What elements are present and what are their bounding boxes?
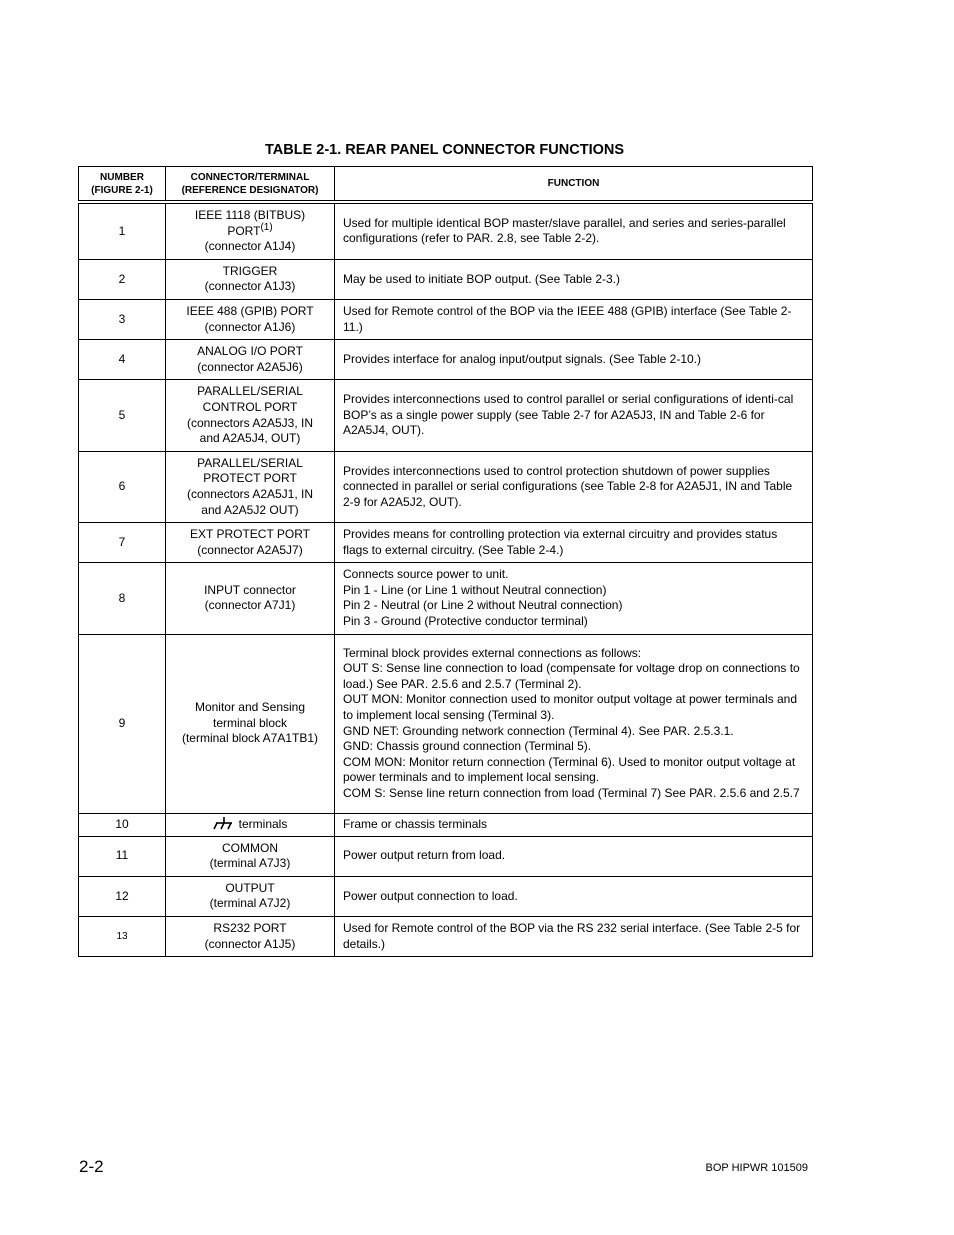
function-text: Pin 1 - Line (or Line 1 without Neutral connection) [343,582,607,597]
row-function [335,202,813,259]
document-id: BOP HIPWR 101509 [705,1162,808,1174]
table-row [79,813,813,836]
function-text: Connects source power to unit. [343,567,509,582]
connector-functions-table [78,166,813,957]
row-number: 8 [79,563,166,634]
row-number: 9 [79,634,166,813]
connector-line: (connectors A2A5J1, IN [186,486,314,501]
table-row [79,380,813,451]
row-connector [166,451,335,522]
connector-line: INPUT connector [204,582,296,597]
row-connector [166,299,335,339]
connector-line: IEEE 1118 (BITBUS) PORT [194,208,306,238]
function-text: Provides interconnections used to control protection shutdown of power supplies connected in parallel or serial configurations (see Table 2-8 for A2A5J1, IN and Table 2-9 for A2A5J2, OUT). [343,463,793,509]
connector-line: PARALLEL/SERIAL [197,455,303,470]
function-text: COM S: Sense line return connection from load (Terminal 7) See PAR. 2.5.6 and 2.5.7 [343,786,800,801]
connector-line: OUTPUT [225,880,275,895]
row-function [335,876,813,916]
function-text: GND NET: Grounding network connection (Terminal 4). See PAR. 2.5.3.1. [343,723,734,738]
header-number-line1: NUMBER [100,171,144,183]
table-row [79,917,813,957]
row-connector [166,876,335,916]
function-text: Power output return from load. [343,848,506,863]
table-row [79,836,813,876]
function-text: GND: Chassis ground connection (Terminal 5). [343,739,592,754]
row-number: 13 [79,917,166,957]
connector-line: (connector A2A5J7) [197,542,303,557]
function-text: Used for multiple identical BOP master/slave parallel, and series and series-parallel configurations (refer to PAR. 2.8, see Table 2-2). [343,215,786,246]
table-row [79,634,813,813]
connector-line: (terminal A7J2) [209,896,291,911]
connector-line: EXT PROTECT PORT [189,527,311,542]
connector-line: terminals [238,817,288,832]
header-number-line2: (FIGURE 2-1) [91,184,153,196]
function-text: Pin 3 - Ground (Protective conductor terminal) [343,614,588,629]
connector-line: CONTROL PORT [202,399,298,414]
connector-line: (connector A1J6) [204,319,296,334]
row-number: 1 [79,202,166,259]
row-connector [166,917,335,957]
row-function [335,259,813,299]
connector-line: (connector A1J5) [204,936,296,951]
connector-line: (terminal A7J3) [209,856,291,871]
row-connector [166,523,335,563]
row-function [335,451,813,522]
function-text: Terminal block provides external connections as follows: [343,645,642,660]
row-function [335,634,813,813]
table-row [79,259,813,299]
function-text: Used for Remote control of the BOP via the IEEE 488 (GPIB) interface (See Table 2-11.) [343,303,792,334]
row-connector [166,813,335,836]
function-text: May be used to initiate BOP output. (See Table 2-3.) [343,271,621,286]
function-text: COM MON: Monitor return connection (Terminal 6). Used to monitor output voltage at power terminals and to implement local sensing. [343,754,796,785]
header-connector-line2: (REFERENCE DESIGNATOR) [181,184,319,196]
connector-line: (connector A7J1) [204,598,296,613]
row-number: 6 [79,451,166,522]
footnote-marker: (1) [260,221,273,233]
function-text: Provides means for controlling protection via external circuitry and provides status flags to external circuitry. (See Table 2-4.) [343,527,778,557]
row-connector [166,634,335,813]
header-function-label: FUNCTION [547,178,600,189]
connector-line: and A2A5J2 OUT) [201,502,299,517]
row-function [335,340,813,380]
connector-line: RS232 PORT [213,921,287,936]
connector-line: Monitor and Sensing [194,700,306,715]
header-connector-line1: CONNECTOR/TERMINAL [190,171,310,183]
row-connector [166,380,335,451]
table-row [79,523,813,563]
connector-line: TRIGGER [222,263,278,278]
row-number: 11 [79,836,166,876]
table-row [79,451,813,522]
row-number: 4 [79,340,166,380]
connector-line: ANALOG I/O PORT [197,344,303,359]
row-number: 10 [79,813,166,836]
header-connector [166,167,335,203]
connector-line: IEEE 488 (GPIB) PORT [186,303,314,318]
row-function [335,563,813,634]
connector-line: (terminal block A7A1TB1) [181,731,319,746]
function-text: Power output connection to load. [343,888,518,903]
table-row [79,202,813,259]
connector-line: PROTECT PORT [203,471,297,486]
row-number: 5 [79,380,166,451]
function-text: Pin 2 - Neutral (or Line 2 without Neutral connection) [343,598,623,613]
connector-line: (connector A1J3) [204,279,296,294]
connector-line: and A2A5J4, OUT) [199,431,301,446]
row-function [335,836,813,876]
row-connector [166,259,335,299]
connector-line: (connector A1J4) [204,239,296,254]
table-row [79,876,813,916]
function-text: OUT S: Sense line connection to load (compensate for voltage drop on connections to load.) See PAR. 2.5.6 and 2.5.7 (Terminal 2). [343,661,800,691]
row-number: 2 [79,259,166,299]
row-function [335,917,813,957]
function-text: Frame or chassis terminals [343,816,488,831]
row-connector [166,340,335,380]
row-function [335,523,813,563]
row-function [335,299,813,339]
table-row [79,340,813,380]
table-title: TABLE 2-1. REAR PANEL CONNECTOR FUNCTIONS [264,142,625,158]
row-number: 7 [79,523,166,563]
row-number: 12 [79,876,166,916]
header-function [335,167,813,203]
row-connector [166,836,335,876]
table-row [79,563,813,634]
chassis-ground-icon [213,816,235,830]
row-number: 3 [79,299,166,339]
function-text: OUT MON: Monitor connection used to monitor output voltage at power terminals and to implement local sensing (Terminal 3). [343,692,798,723]
function-text: Provides interconnections used to control parallel or serial configurations of identi-cal BOP’s as a single power supply (see Table 2-7 for A2A5J3, IN and Table 2-6 for A2A5J4, OUT). [343,392,794,438]
connector-line: COMMON [222,840,278,855]
table-header-row [79,167,813,203]
header-number [79,167,166,203]
connector-line: terminal block [212,715,288,730]
row-connector [166,202,335,259]
connector-line: (connector A2A5J6) [197,359,303,374]
connector-line: (connectors A2A5J3, IN [186,415,314,430]
function-text: Provides interface for analog input/output signals. (See Table 2-10.) [343,351,701,366]
row-function [335,813,813,836]
row-function [335,380,813,451]
row-connector [166,563,335,634]
table-row [79,299,813,339]
connector-line: PARALLEL/SERIAL [197,384,303,399]
function-text: Used for Remote control of the BOP via the RS 232 serial interface. (See Table 2-5 for details.) [343,921,801,951]
page-number: 2-2 [79,1157,104,1176]
